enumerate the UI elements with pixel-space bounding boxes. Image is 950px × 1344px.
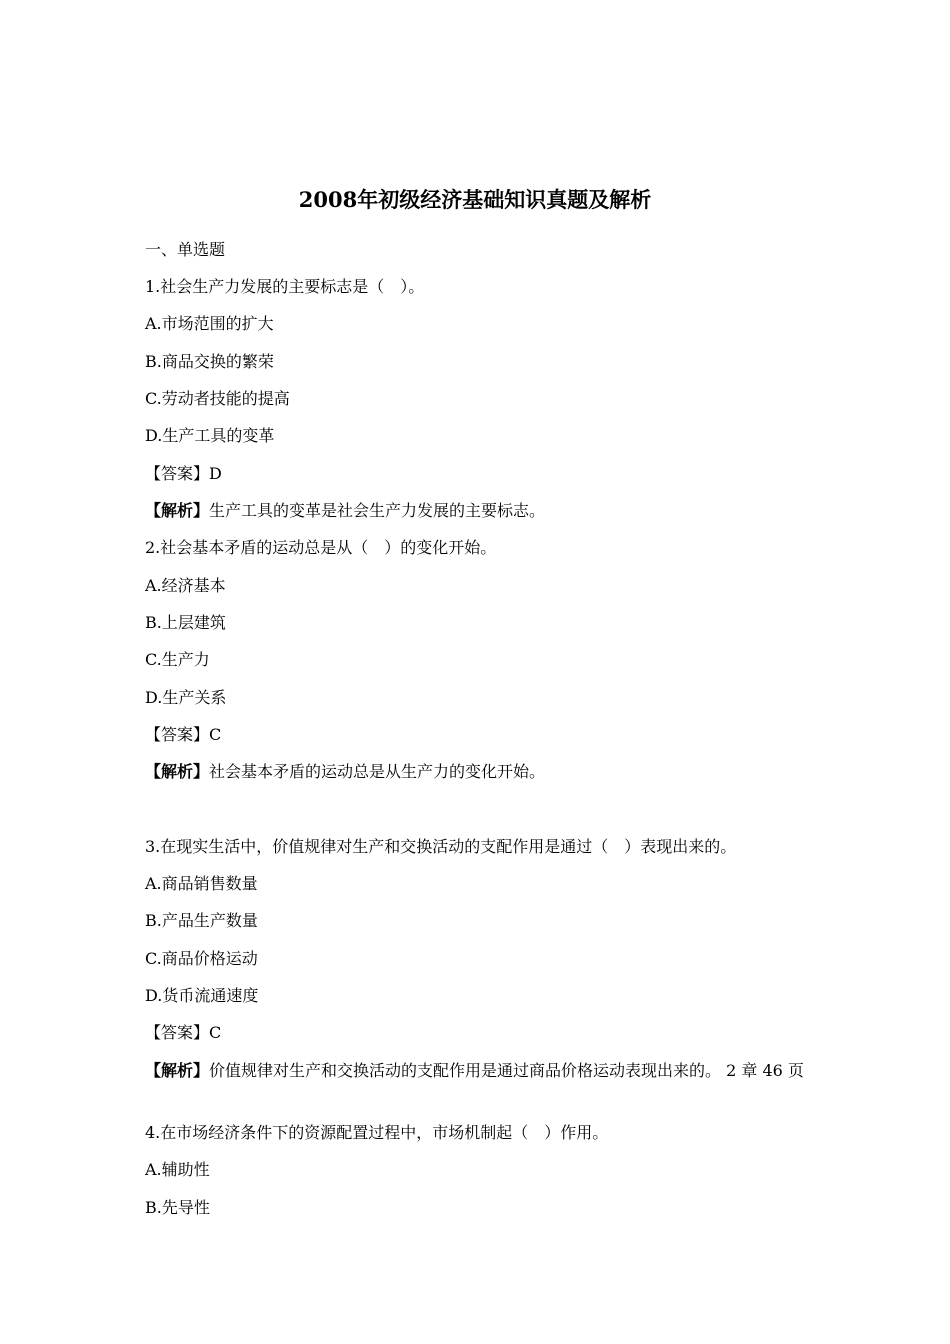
question-2-analysis — [145, 760, 545, 784]
question-3-option-d: D.货币流通速度 — [145, 986, 259, 1005]
question-3-option-c: C.商品价格运动 — [145, 949, 258, 968]
question-1-option-b: B.商品交换的繁荣 — [145, 352, 274, 371]
question-1-option-d: D.生产工具的变革 — [145, 426, 275, 445]
question-2-stem: 2.社会基本矛盾的运动总是从（ ）的变化开始。 — [145, 538, 497, 557]
question-2-option-b: B.上层建筑 — [145, 613, 226, 632]
question-1-option-a: A.市场范围的扩大 — [145, 314, 274, 333]
question-3-answer: 【答案】C — [145, 1023, 222, 1042]
section-heading: 一、单选题 — [145, 240, 226, 259]
document-title: 2008年初级经济基础知识真题及解析 — [298, 187, 652, 212]
analysis-text: 生产工具的变革是社会生产力发展的主要标志。 — [209, 501, 546, 520]
question-2-option-a: A.经济基本 — [145, 576, 226, 595]
question-2-option-d: D.生产关系 — [145, 688, 227, 707]
question-4-option-b: B.先导性 — [145, 1198, 210, 1217]
question-3-option-b: B.产品生产数量 — [145, 911, 258, 930]
question-4-stem: 4.在市场经济条件下的资源配置过程中，市场机制起（ ）作用。 — [145, 1123, 609, 1142]
analysis-label: 【解析】 — [145, 501, 210, 520]
question-3-stem: 3.在现实生活中，价值规律对生产和交换活动的支配作用是通过（ ）表现出来的。 — [145, 837, 737, 856]
question-2-option-c: C.生产力 — [145, 650, 210, 669]
analysis-text: 社会基本矛盾的运动总是从生产力的变化开始。 — [209, 762, 546, 781]
analysis-label: 【解析】 — [145, 762, 210, 781]
question-1-answer: 【答案】D — [145, 464, 222, 483]
question-4-option-a: A.辅助性 — [145, 1160, 210, 1179]
question-2-answer: 【答案】C — [145, 725, 222, 744]
question-3-option-a: A.商品销售数量 — [145, 874, 258, 893]
analysis-text: 价值规律对生产和交换活动的支配作用是通过商品价格运动表现出来的。 2 章 46 页 — [209, 1061, 804, 1080]
analysis-label: 【解析】 — [145, 1061, 210, 1080]
question-1-stem: 1.社会生产力发展的主要标志是（ ）。 — [145, 277, 425, 296]
question-3-analysis — [145, 1059, 815, 1083]
question-1-analysis — [145, 499, 545, 523]
question-1-option-c: C.劳动者技能的提高 — [145, 389, 290, 408]
